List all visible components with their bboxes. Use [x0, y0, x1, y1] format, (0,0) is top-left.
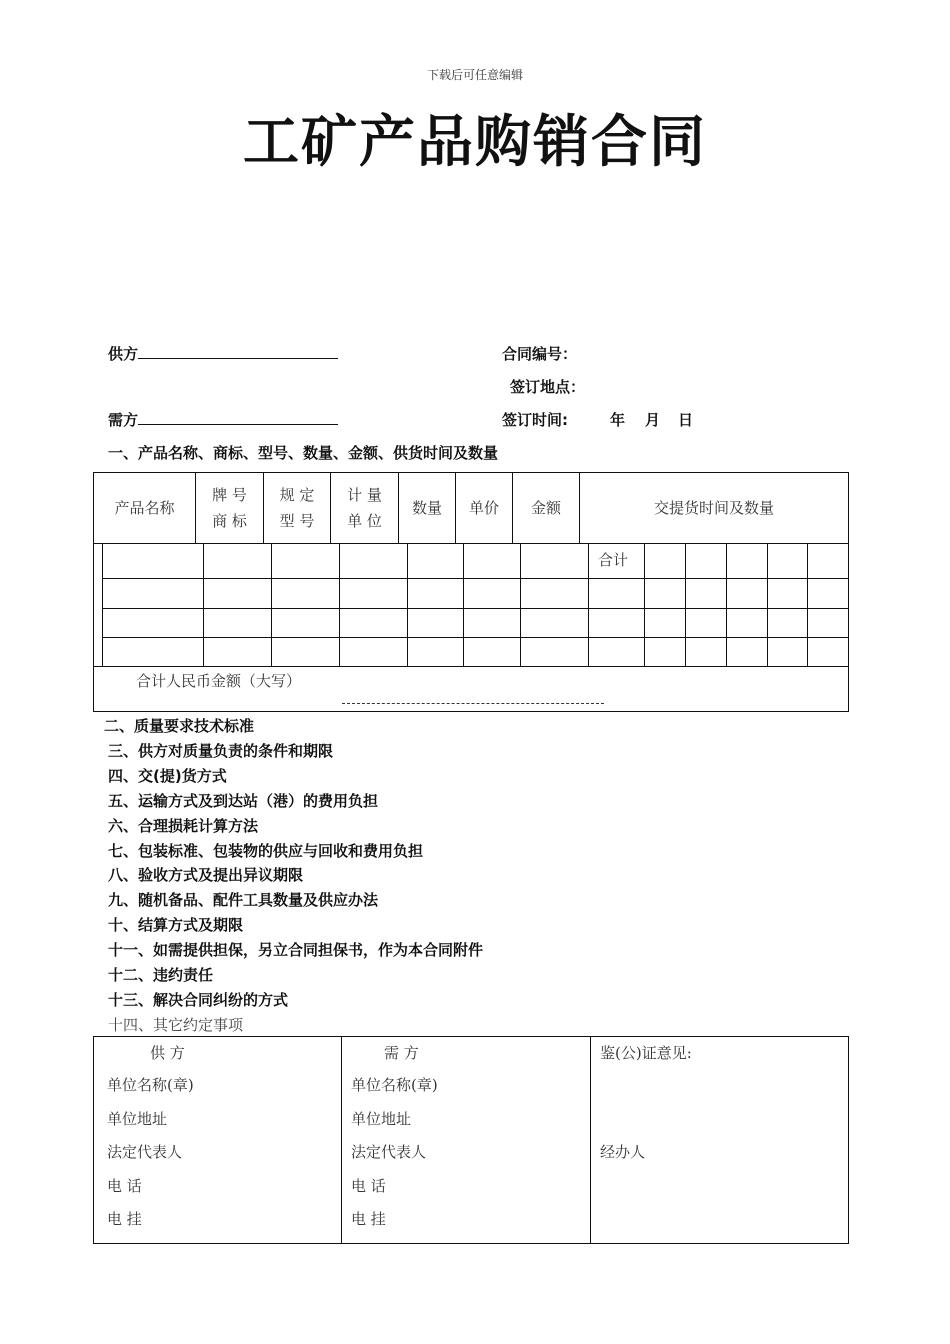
header-brand: 牌 号 商 标: [196, 473, 264, 543]
buyer-field: [108, 409, 338, 430]
sign-day: 日: [678, 411, 694, 429]
clause-item: 五、运输方式及到达站（港）的费用负担: [108, 791, 379, 810]
buyer-phone: 电 话: [351, 1177, 386, 1195]
total-amount-label: 合计人民币金额（大写）: [136, 672, 302, 690]
clause-list: [104, 714, 483, 1013]
header-amount: 金额: [513, 473, 580, 543]
buyer-legal-rep: 法定代表人: [351, 1143, 427, 1161]
supplier-telegraph: 电 挂: [107, 1210, 142, 1228]
buyer-telegraph: 电 挂: [351, 1210, 386, 1228]
notary-title: 鉴(公)证意见:: [600, 1044, 692, 1062]
subtotal-label: 合计: [598, 551, 629, 569]
supplier-field: [108, 343, 338, 364]
supplier-label: 供方: [108, 345, 139, 363]
clause-item: 七、包装标准、包装物的供应与回收和费用负担: [108, 841, 424, 860]
clause-item: 十三、解决合同纠纷的方式: [108, 990, 289, 1009]
header-model: 规 定 型 号: [264, 473, 331, 543]
header-delivery: 交提货时间及数量: [653, 499, 774, 517]
clause-14: 十四、其它约定事项: [108, 1016, 244, 1034]
notary-column: [591, 1037, 848, 1243]
sign-month: 月: [645, 411, 661, 429]
buyer-unit-name: 单位名称(章): [351, 1076, 438, 1094]
clause-item: 十二、违约责任: [108, 966, 214, 985]
clause-item: 二、质量要求技术标准: [104, 717, 255, 735]
supplier-column: [94, 1037, 342, 1243]
clause-item: 四、交(提)货方式: [108, 766, 227, 785]
page-title: 工矿产品购销合同: [243, 110, 707, 175]
section-1-heading: 一、产品名称、商标、型号、数量、金额、供货时间及数量: [108, 444, 499, 462]
buyer-column: [342, 1037, 591, 1243]
clause-item: 十、结算方式及期限: [108, 916, 244, 935]
contract-no-label: 合同编号：: [502, 345, 578, 363]
header-unit-price: 单价: [456, 473, 513, 543]
supplier-unit-name: 单位名称(章): [107, 1076, 194, 1094]
sign-place-label: 签订地点：: [510, 378, 586, 396]
supplier-blank[interactable]: [138, 344, 338, 359]
buyer-title: 需 方: [384, 1044, 419, 1062]
clause-item: 十一、如需提供担保，另立合同担保书，作为本合同附件: [108, 941, 484, 960]
buyer-blank[interactable]: [138, 410, 338, 425]
header-product-name: 产品名称: [94, 473, 196, 543]
notary-handler: 经办人: [600, 1143, 646, 1161]
product-table: [93, 472, 849, 712]
clause-item: 九、随机备品、配件工具数量及供应办法: [108, 891, 379, 910]
supplier-title: 供 方: [150, 1044, 185, 1062]
buyer-label: 需方: [108, 411, 139, 429]
supplier-address: 单位地址: [107, 1110, 168, 1128]
clause-item: 三、供方对质量负责的条件和期限: [108, 741, 334, 760]
clause-item: 六、合理损耗计算方法: [108, 816, 259, 835]
total-amount-blank[interactable]: [342, 703, 604, 704]
sign-year: 年: [610, 411, 626, 429]
buyer-address: 单位地址: [351, 1110, 412, 1128]
signature-table: [93, 1036, 849, 1244]
header-unit: 计 量 单 位: [331, 473, 399, 543]
clause-item: 八、验收方式及提出异议期限: [108, 866, 304, 885]
supplier-legal-rep: 法定代表人: [107, 1143, 183, 1161]
header-quantity: 数量: [399, 473, 456, 543]
supplier-phone: 电 话: [107, 1177, 142, 1195]
header-note: 下载后可任意编辑: [426, 68, 523, 82]
sign-time-label: 签订时间:: [502, 411, 568, 429]
